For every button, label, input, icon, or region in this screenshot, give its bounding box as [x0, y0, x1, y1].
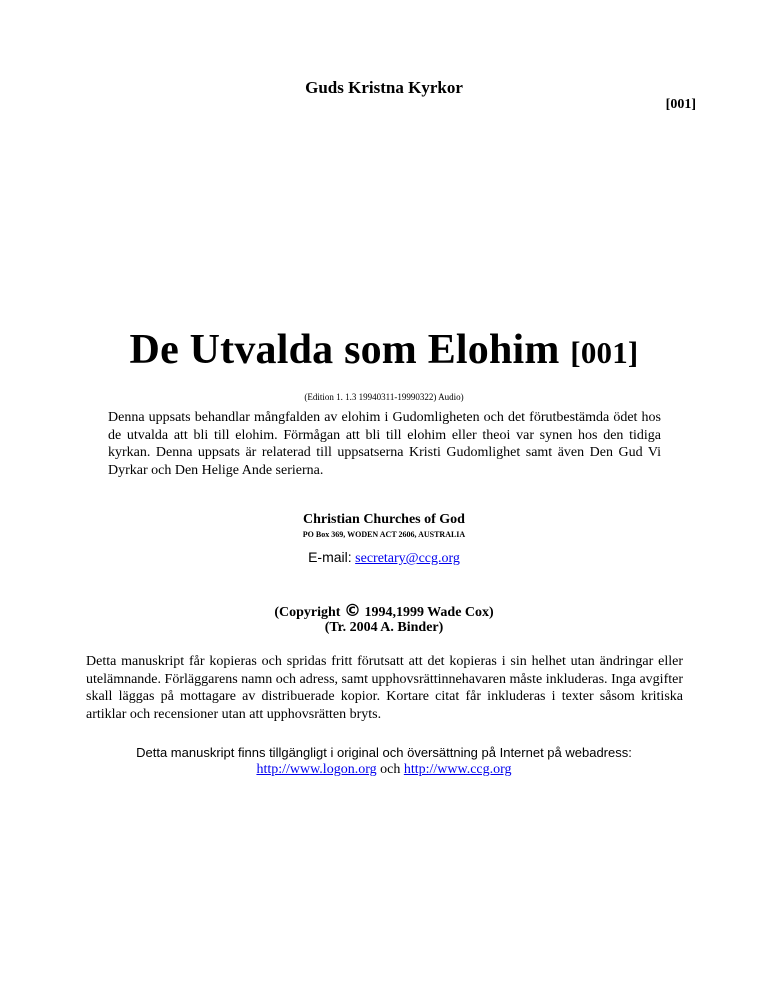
page-title-text: De Utvalda som Elohim — [129, 327, 560, 373]
copyright-symbol-icon: © — [343, 601, 361, 621]
email-link[interactable]: secretary@ccg.org — [355, 551, 460, 566]
email-label: E-mail: — [308, 549, 352, 565]
availability-note: Detta manuskript finns tillgängligt i original och översättning på Internet på webadress: — [136, 745, 632, 760]
copyright-prefix: (Copyright — [274, 605, 341, 620]
logon-link[interactable]: http://www.logon.org — [256, 762, 377, 777]
copyright-line — [0, 601, 768, 621]
page-title-number: [001] — [570, 335, 639, 370]
license-paragraph: Detta manuskript får kopieras och spridas fritt förutsatt att det kopieras i sin helhet utan ändringar eller utelämnande. Förläggarens namn och adress, samt upphovsrättinnehavaren måste inkluderas. Inga avgifter skall läggas på mottagare av distribuerade kopior. Kortare citat får inkluderas i texter såsom kritiska artiklar och recensioner utan att upphovsrätten bryts. — [86, 654, 683, 722]
links-conjunction: och — [380, 762, 401, 777]
edition-note: (Edition 1. 1.3 19940311-19990322) Audio) — [304, 392, 464, 402]
publisher-name: Christian Churches of God — [303, 512, 465, 527]
website-links — [0, 762, 768, 778]
translator-line: (Tr. 2004 A. Binder) — [324, 620, 444, 635]
organization-title: Guds Kristna Kyrkor — [305, 78, 463, 97]
email-line — [0, 549, 768, 567]
ccg-link[interactable]: http://www.ccg.org — [403, 762, 512, 777]
abstract-paragraph: Denna uppsats behandlar mångfalden av elohim i Gudomligheten och det förutbestämda ödet hos de utvalda att bli till elohim. Förmågan att bli till elohim eller theoi var synen hos den tidiga kyrkan. Denna uppsats är relaterad till uppsatserna Kristi Gudomlighet samt även Den Gud Vi Dyrkar och Den Helige Ande serierna. — [108, 410, 661, 478]
document-number: [001] — [665, 97, 696, 112]
page-title — [0, 326, 768, 374]
copyright-suffix: 1994,1999 Wade Cox) — [364, 605, 494, 620]
publisher-address: PO Box 369, WODEN ACT 2606, AUSTRALIA — [302, 530, 466, 539]
